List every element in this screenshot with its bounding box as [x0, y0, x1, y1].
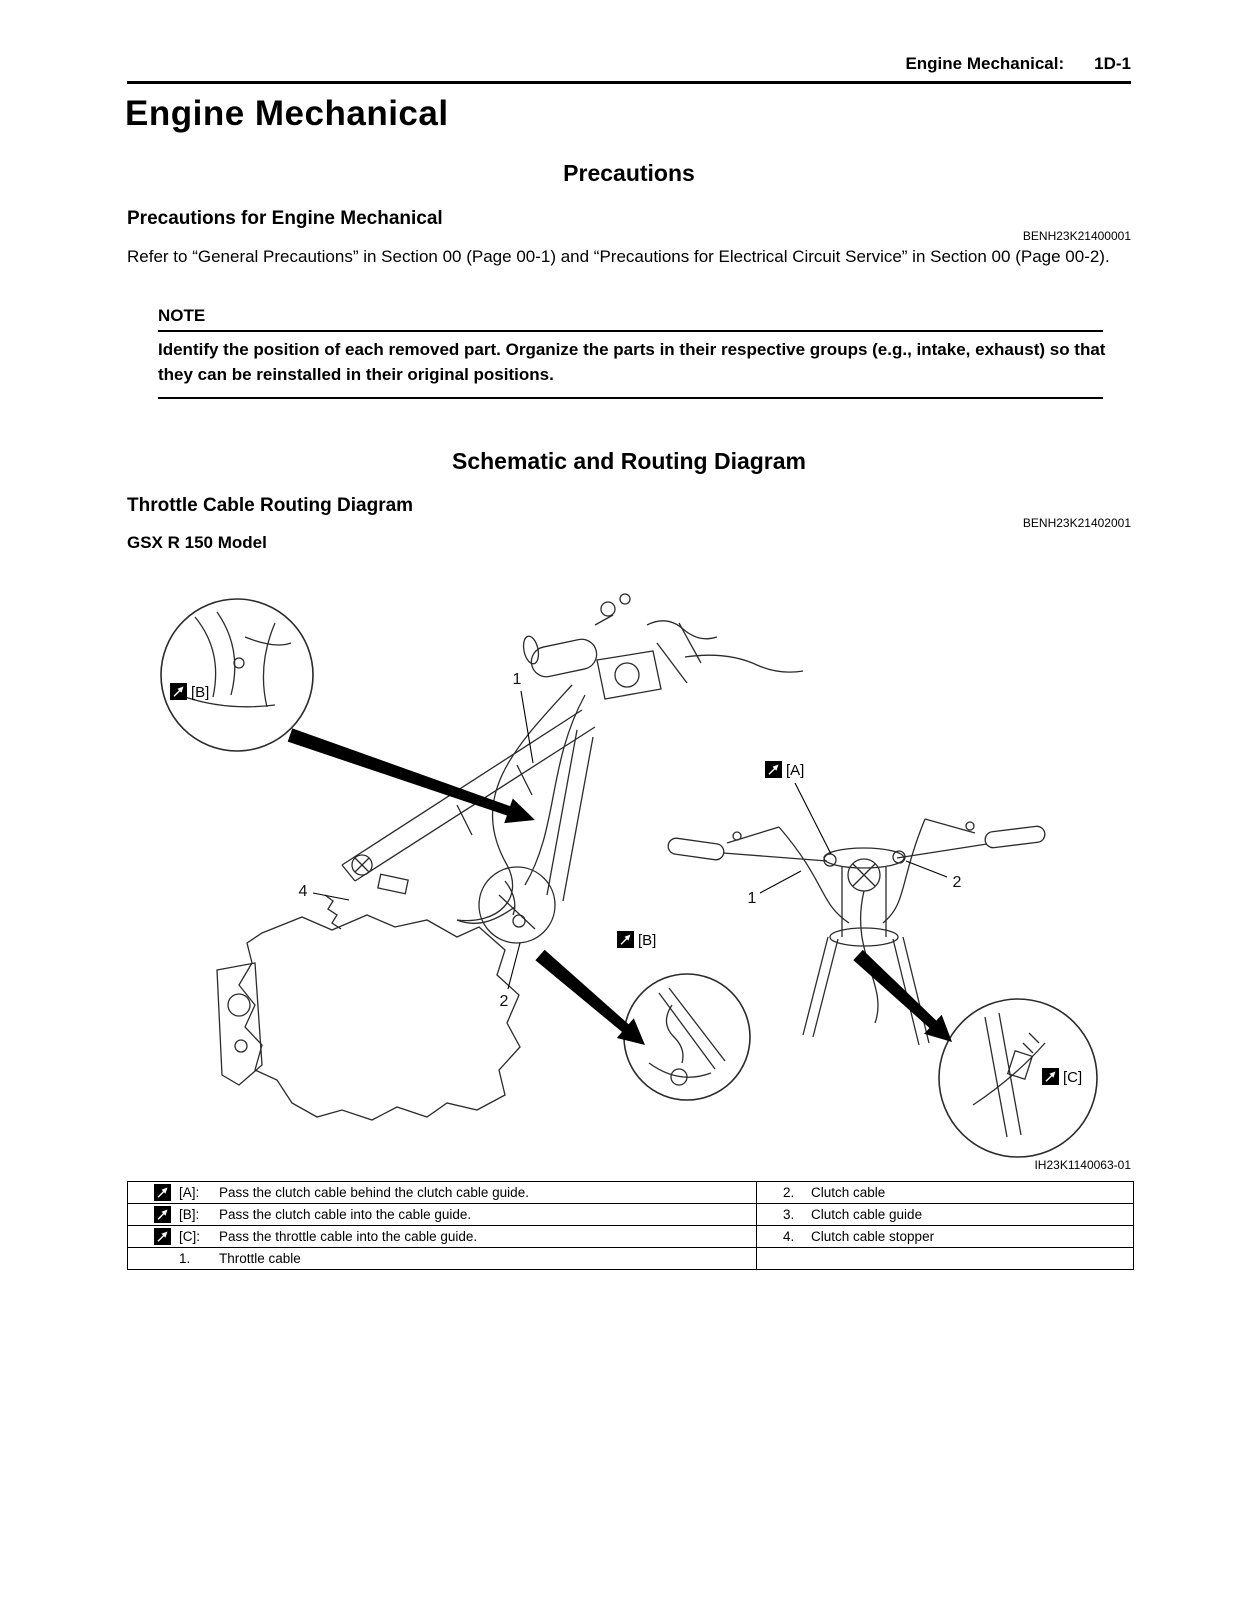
- part-number-1-left: 1: [512, 671, 522, 688]
- detail-circle-b-top: [161, 599, 313, 751]
- schematic-subheading: Throttle Cable Routing Diagram: [127, 495, 414, 516]
- legend-empty-cell: [757, 1248, 1134, 1270]
- marker-icon-a: [765, 761, 782, 778]
- marker-icon-b-top: [170, 683, 187, 700]
- part-number-2-left: 2: [499, 993, 509, 1010]
- frame-members: [342, 710, 595, 901]
- legend-desc: Pass the clutch cable behind the clutch cable guide.: [219, 1185, 529, 1200]
- note-label: NOTE: [158, 306, 206, 325]
- note-rule-bottom: [158, 397, 1103, 399]
- legend-row-a: [128, 1182, 1134, 1204]
- legend-tag: [A]:: [179, 1185, 200, 1200]
- page-header: [127, 54, 1131, 74]
- callout-c: [1042, 1068, 1082, 1086]
- part-number-2-right: 2: [952, 874, 962, 891]
- callout-a-label: [A]: [786, 762, 805, 779]
- page-title: Engine Mechanical: [125, 94, 449, 133]
- marker-icon-b-bottom: [617, 931, 634, 948]
- legend-part-name: Throttle cable: [219, 1251, 301, 1266]
- callout-b-top-label: [B]: [191, 684, 210, 701]
- header-rule: [127, 81, 1131, 84]
- legend-part-name: Clutch cable stopper: [811, 1229, 935, 1244]
- legend-part-num: 2.: [783, 1185, 795, 1200]
- legend-table: [127, 1181, 1134, 1270]
- arrow-from-b-top: [288, 728, 535, 823]
- precautions-ref-code: BENH23K21400001: [1022, 229, 1131, 243]
- steering-head-cluster: [521, 594, 803, 699]
- precautions-body: Refer to “General Precautions” in Section 00 (Page 00-1) and “Precautions for Electrical Circuit Service” in Section 00 (Page 00-2).: [127, 247, 1110, 266]
- figure-code: IH23K1140063-01: [1034, 1158, 1131, 1172]
- callout-b-bottom: [617, 931, 656, 949]
- callout-b-bottom-label: [B]: [638, 932, 657, 949]
- schematic-heading: Schematic and Routing Diagram: [451, 448, 806, 474]
- legend-part-name: Clutch cable: [811, 1185, 886, 1200]
- note-rule-top: [158, 330, 1103, 332]
- legend-desc: Pass the clutch cable into the cable guide.: [219, 1207, 472, 1222]
- callout-icon-a: [154, 1184, 171, 1201]
- legend-row-b: [128, 1204, 1134, 1226]
- legend-tag: [C]:: [179, 1229, 201, 1244]
- note-text: Identify the position of each removed part. Organize the parts in their respective groups (e.g., intake, exhaust) so that they can be reinstalled in their original positions.: [158, 340, 1106, 384]
- part-number-1-right: 1: [747, 890, 757, 907]
- legend-part-num: 1.: [179, 1251, 191, 1266]
- header-section-title: Engine Mechanical:: [905, 54, 1065, 73]
- routing-diagram-figure: [127, 565, 1131, 1165]
- cable-guide-detail: [479, 867, 555, 943]
- arrow-from-b-bottom: [535, 950, 645, 1045]
- part-number-4: 4: [298, 883, 308, 900]
- legend-desc: Pass the throttle cable into the cable guide.: [219, 1229, 478, 1244]
- header-page-number: 1D-1: [1094, 54, 1131, 73]
- callout-icon-c: [154, 1228, 171, 1245]
- cable-stopper-parts: [325, 855, 408, 929]
- callout-icon-b: [154, 1206, 171, 1223]
- legend-part-name: Clutch cable guide: [811, 1207, 923, 1222]
- engine-outline: [217, 915, 520, 1120]
- legend-row-1: [128, 1248, 1134, 1270]
- schematic-ref-code: BENH23K21402001: [1022, 516, 1131, 530]
- legend-row-c: [128, 1226, 1134, 1248]
- routing-diagram: [127, 565, 1131, 1165]
- detail-circle-b-bottom: [624, 974, 750, 1100]
- callout-c-label: [C]: [1063, 1069, 1083, 1086]
- precautions-subheading: Precautions for Engine Mechanical: [127, 208, 443, 229]
- callout-a: [765, 761, 804, 779]
- legend-tag: [B]:: [179, 1207, 200, 1222]
- marker-icon-c: [1042, 1068, 1059, 1085]
- legend-part-num: 4.: [783, 1229, 795, 1244]
- model-name: GSX R 150 Model: [127, 533, 267, 552]
- precautions-heading: Precautions: [563, 160, 695, 186]
- handlebar-assembly: [667, 819, 1046, 1045]
- arrow-from-c: [853, 950, 952, 1042]
- legend-part-num: 3.: [783, 1207, 795, 1222]
